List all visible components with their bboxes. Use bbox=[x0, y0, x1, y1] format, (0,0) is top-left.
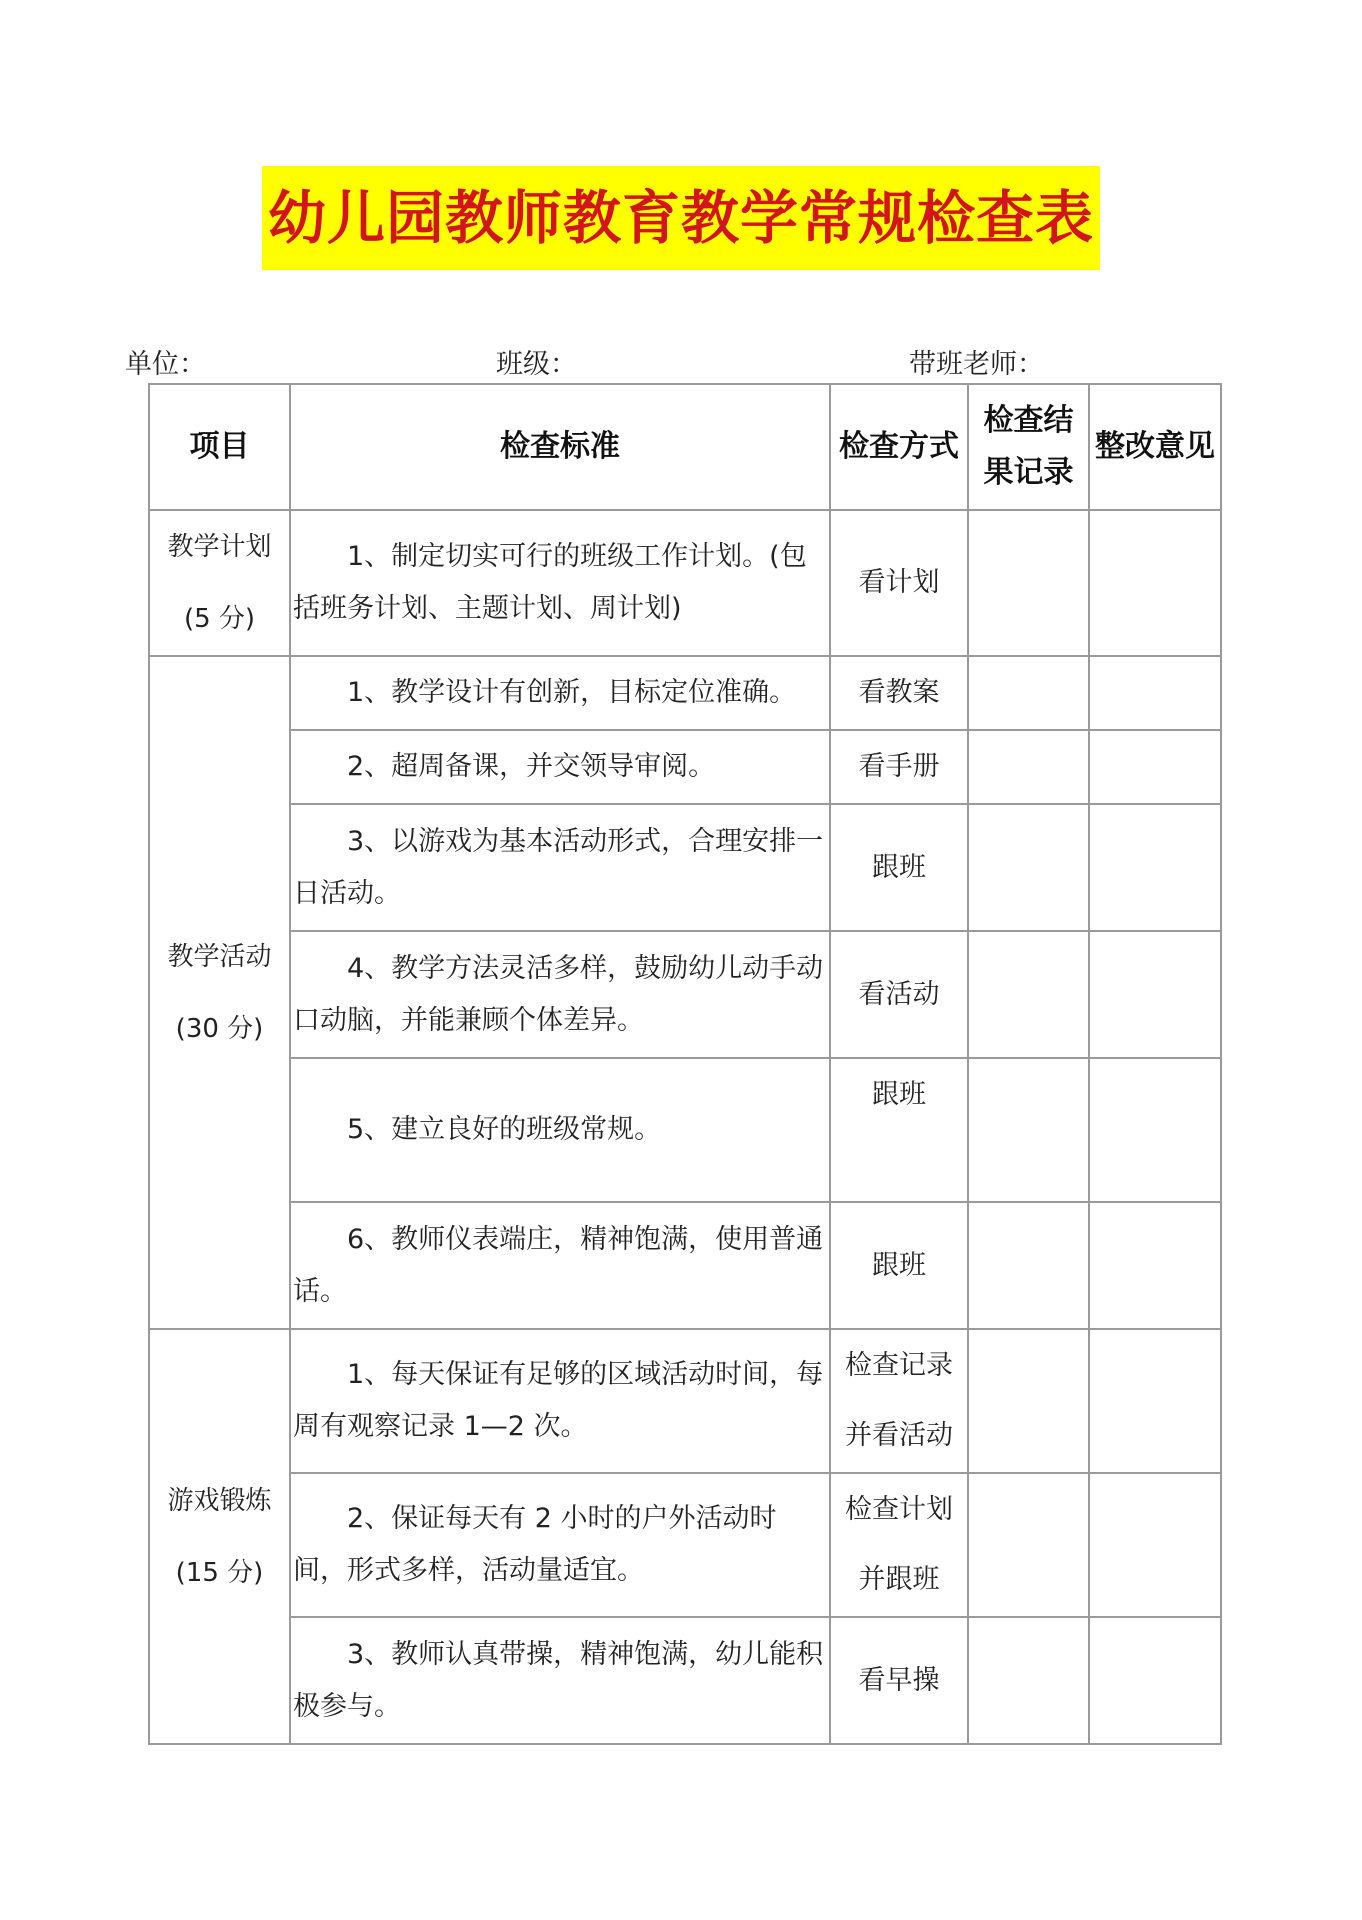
standard-text: 3、以游戏为基本活动形式，合理安排一日活动。 bbox=[293, 825, 824, 909]
rectify-cell[interactable] bbox=[1089, 1202, 1221, 1329]
rectify-cell[interactable] bbox=[1089, 1058, 1221, 1202]
category-name: 游戏锻炼 bbox=[167, 1485, 272, 1516]
table-row bbox=[149, 931, 1221, 1058]
table-row bbox=[149, 1329, 1221, 1473]
category-name: 教学计划 bbox=[167, 532, 272, 562]
method-text: 看计划 bbox=[858, 567, 940, 598]
method-text: 并看活动 bbox=[845, 1420, 953, 1451]
standard-text: 5、建立良好的班级常规。 bbox=[347, 1114, 662, 1145]
category-name: 教学活动 bbox=[167, 941, 272, 972]
method-cell bbox=[830, 1329, 968, 1473]
result-cell[interactable] bbox=[968, 730, 1089, 804]
rectify-cell[interactable] bbox=[1089, 1329, 1221, 1473]
page-title: 幼儿园教师教育教学常规检查表 bbox=[262, 166, 1100, 270]
result-cell[interactable] bbox=[968, 1058, 1089, 1202]
method-cell bbox=[830, 1058, 968, 1202]
standard-text: 1、制定切实可行的班级工作计划。(包括班务计划、主题计划、周计划) bbox=[293, 541, 807, 624]
method-text: 看活动 bbox=[858, 978, 940, 1010]
category-cell bbox=[149, 510, 290, 656]
result-cell[interactable] bbox=[968, 804, 1089, 931]
header-rectify: 整改意见 bbox=[1089, 384, 1221, 510]
method-cell bbox=[830, 510, 968, 656]
method-text: 看早操 bbox=[858, 1664, 940, 1696]
standard-cell bbox=[290, 931, 830, 1058]
standard-cell bbox=[290, 1329, 830, 1473]
header-item: 项目 bbox=[149, 384, 290, 510]
result-cell[interactable] bbox=[968, 1473, 1089, 1617]
standard-cell bbox=[290, 1473, 830, 1617]
method-cell bbox=[830, 931, 968, 1058]
standard-text: 4、教学方法灵活多样，鼓励幼儿动手动口动脑，并能兼顾个体差异。 bbox=[293, 952, 824, 1036]
rectify-cell[interactable] bbox=[1089, 1473, 1221, 1617]
method-text: 跟班 bbox=[872, 1249, 926, 1281]
rectify-cell[interactable] bbox=[1089, 931, 1221, 1058]
method-text: 并跟班 bbox=[858, 1564, 940, 1595]
category-score: (15 分) bbox=[175, 1557, 264, 1588]
method-text: 看手册 bbox=[858, 751, 940, 782]
header-row bbox=[149, 384, 1221, 510]
standard-text: 2、保证每天有 2 小时的户外活动时间，形式多样，活动量适宜。 bbox=[293, 1503, 777, 1586]
inspection-table bbox=[148, 383, 1222, 1745]
method-cell bbox=[830, 730, 968, 804]
standard-text: 2、超周备课，并交领导审阅。 bbox=[347, 751, 716, 782]
result-cell[interactable] bbox=[968, 510, 1089, 656]
method-text: 跟班 bbox=[872, 1079, 926, 1110]
standard-text: 1、教学设计有创新，目标定位准确。 bbox=[347, 677, 797, 708]
table-row bbox=[149, 1202, 1221, 1329]
table-row bbox=[149, 1473, 1221, 1617]
header-method: 检查方式 bbox=[830, 384, 968, 510]
rectify-cell[interactable] bbox=[1089, 656, 1221, 730]
method-cell bbox=[830, 1617, 968, 1744]
result-cell[interactable] bbox=[968, 931, 1089, 1058]
table-row bbox=[149, 804, 1221, 931]
rectify-cell[interactable] bbox=[1089, 730, 1221, 804]
table-row bbox=[149, 1058, 1221, 1202]
standard-cell bbox=[290, 1058, 830, 1202]
unit-label: 单位： bbox=[125, 349, 206, 380]
method-cell bbox=[830, 804, 968, 931]
standard-text: 1、每天保证有足够的区域活动时间，每周有观察记录 1—2 次。 bbox=[293, 1359, 824, 1442]
method-cell bbox=[830, 1473, 968, 1617]
method-cell bbox=[830, 656, 968, 730]
result-cell[interactable] bbox=[968, 1617, 1089, 1744]
table-row bbox=[149, 656, 1221, 730]
result-cell[interactable] bbox=[968, 1329, 1089, 1473]
rectify-cell[interactable] bbox=[1089, 510, 1221, 656]
table-row bbox=[149, 1617, 1221, 1744]
title-wrapper bbox=[0, 166, 1362, 270]
standard-text: 3、教师认真带操，精神饱满，幼儿能积极参与。 bbox=[293, 1638, 824, 1722]
method-text: 看教案 bbox=[858, 677, 940, 708]
category-cell bbox=[149, 656, 290, 1329]
standard-cell bbox=[290, 804, 830, 931]
result-cell[interactable] bbox=[968, 1202, 1089, 1329]
category-score: (5 分) bbox=[183, 604, 256, 634]
method-text: 检查计划 bbox=[845, 1494, 953, 1525]
standard-cell bbox=[290, 1617, 830, 1744]
class-label: 班级： bbox=[496, 349, 577, 380]
category-score: (30 分) bbox=[175, 1013, 264, 1044]
header-result-line1: 检查结 bbox=[983, 403, 1074, 438]
header-result-line2: 果记录 bbox=[983, 455, 1074, 490]
table-row bbox=[149, 730, 1221, 804]
method-text: 跟班 bbox=[872, 851, 926, 883]
result-cell[interactable] bbox=[968, 656, 1089, 730]
method-text: 检查记录 bbox=[845, 1350, 953, 1381]
rectify-cell[interactable] bbox=[1089, 804, 1221, 931]
header-standard: 检查标准 bbox=[290, 384, 830, 510]
standard-cell bbox=[290, 730, 830, 804]
rectify-cell[interactable] bbox=[1089, 1617, 1221, 1744]
header-result bbox=[968, 384, 1089, 510]
standard-cell bbox=[290, 656, 830, 730]
standard-text: 6、教师仪表端庄，精神饱满，使用普通话。 bbox=[293, 1223, 824, 1307]
category-cell bbox=[149, 1329, 290, 1744]
standard-cell bbox=[290, 510, 830, 656]
method-cell bbox=[830, 1202, 968, 1329]
table-row bbox=[149, 510, 1221, 656]
standard-cell bbox=[290, 1202, 830, 1329]
teacher-label: 带班老师： bbox=[909, 349, 1044, 380]
